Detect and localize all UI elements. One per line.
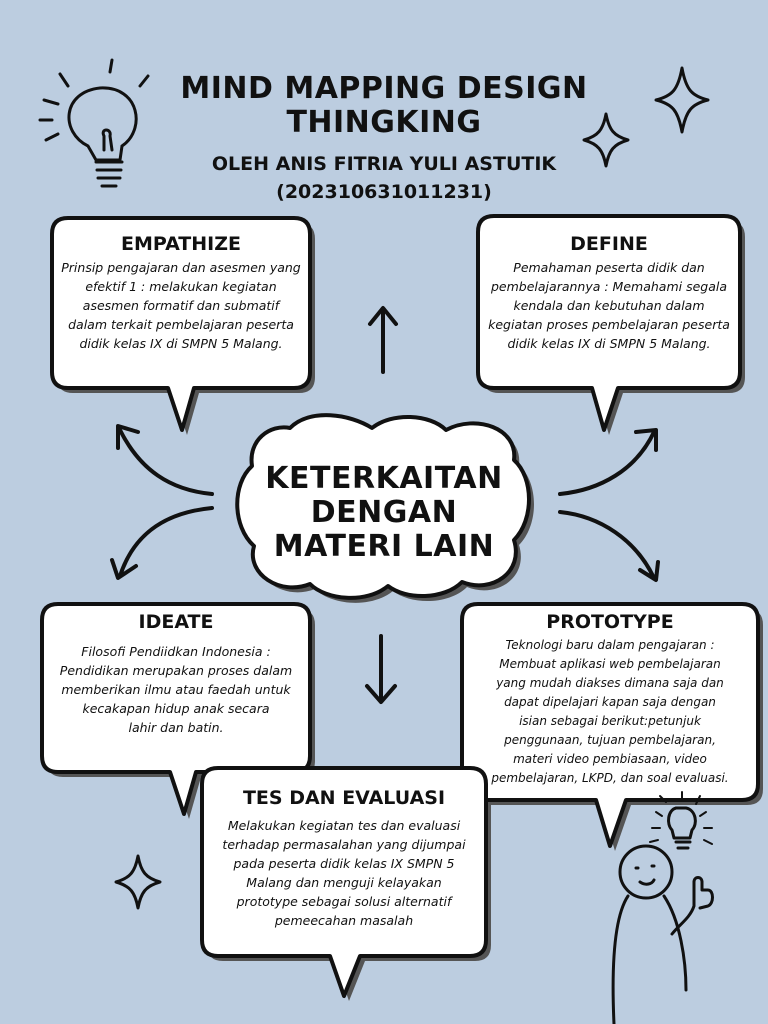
prototype-content bbox=[466, 610, 754, 788]
ideate-heading: IDEATE bbox=[138, 611, 214, 633]
ideate-line: Pendidikan merupakan proses dalam bbox=[59, 663, 293, 678]
prototype-line: Membuat aplikasi web pembelajaran bbox=[499, 657, 721, 671]
title-line-1: MIND MAPPING DESIGN bbox=[180, 71, 588, 106]
empathize-body bbox=[56, 258, 306, 353]
sparkle-icon bbox=[116, 856, 160, 908]
ideate-line: Filosofi Pendiidkan Indonesia : bbox=[81, 644, 271, 659]
define-line: kegiatan proses pembelajaran peserta bbox=[488, 317, 730, 332]
prototype-line: pembelajaran, LKPD, dan soal evaluasi. bbox=[491, 771, 729, 785]
define-line: Pemahaman peserta didik dan bbox=[513, 260, 705, 275]
person-idea-illustration bbox=[613, 792, 712, 1024]
prototype-body bbox=[466, 636, 754, 788]
arrow-up-icon bbox=[370, 308, 396, 372]
define-body bbox=[482, 258, 736, 353]
evaluation-line: prototype sebagai solusi alternatif bbox=[236, 894, 452, 909]
page-title bbox=[0, 72, 768, 140]
ideate-body bbox=[46, 642, 306, 737]
evaluation-line: Melakukan kegiatan tes dan evaluasi bbox=[227, 818, 461, 833]
prototype-heading: PROTOTYPE bbox=[546, 611, 674, 633]
ideate-content bbox=[46, 610, 306, 737]
empathize-heading: EMPATHIZE bbox=[121, 233, 241, 255]
evaluation-heading: TES DAN EVALUASI bbox=[242, 787, 446, 809]
center-line: MATERI LAIN bbox=[273, 529, 495, 564]
title-line-2: THINGKING bbox=[286, 105, 482, 140]
author-name: OLEH ANIS FITRIA YULI ASTUTIK bbox=[211, 153, 557, 175]
evaluation-line: Malang dan menguji kelayakan bbox=[246, 875, 442, 890]
define-content bbox=[482, 232, 736, 353]
ideate-line: lahir dan batin. bbox=[128, 720, 224, 735]
prototype-line: penggunaan, tujuan pembelajaran, bbox=[504, 733, 716, 747]
empathize-content bbox=[56, 232, 306, 353]
author-block bbox=[0, 150, 768, 206]
empathize-line: efektif 1 : melakukan kegiatan bbox=[85, 279, 277, 294]
evaluation-line: pemeecahan masalah bbox=[274, 913, 414, 928]
center-line: KETERKAITAN bbox=[265, 461, 503, 496]
evaluation-body bbox=[206, 816, 482, 930]
prototype-line: materi video pembiasaan, video bbox=[513, 752, 707, 766]
prototype-line: isian sebagai berikut:petunjuk bbox=[519, 714, 701, 728]
ideate-line: memberikan ilmu atau faedah untuk bbox=[61, 682, 291, 697]
arrow-down-left-icon bbox=[112, 508, 212, 578]
evaluation-line: terhadap permasalahan yang dijumpai bbox=[222, 837, 466, 852]
prototype-line: dapat dipelajari kapan saja dengan bbox=[504, 695, 716, 709]
empathize-line: didik kelas IX di SMPN 5 Malang. bbox=[79, 336, 283, 351]
center-topic bbox=[248, 462, 520, 564]
empathize-line: dalam terkait pembelajaran peserta bbox=[68, 317, 294, 332]
center-line: DENGAN bbox=[310, 495, 458, 530]
arrow-up-right-icon bbox=[560, 430, 656, 494]
define-line: pembelajarannya : Memahami segala bbox=[491, 279, 727, 294]
ideate-line: kecakapan hidup anak secara bbox=[82, 701, 270, 716]
empathize-line: asesmen formatif dan submatif bbox=[82, 298, 280, 313]
define-line: kendala dan kebutuhan dalam bbox=[513, 298, 705, 313]
arrow-down-right-icon bbox=[560, 512, 658, 580]
arrow-up-left-icon bbox=[118, 426, 212, 494]
prototype-line: Teknologi baru dalam pengajaran : bbox=[505, 638, 715, 652]
evaluation-content bbox=[206, 786, 482, 930]
arrow-down-icon bbox=[367, 636, 395, 702]
define-heading: DEFINE bbox=[570, 233, 648, 255]
evaluation-line: pada peserta didik kelas IX SMPN 5 bbox=[233, 856, 455, 871]
define-line: didik kelas IX di SMPN 5 Malang. bbox=[507, 336, 711, 351]
empathize-line: Prinsip pengajaran dan asesmen yang bbox=[61, 260, 301, 275]
author-id: (202310631011231) bbox=[276, 181, 492, 203]
prototype-line: yang mudah diakses dimana saja dan bbox=[496, 676, 724, 690]
